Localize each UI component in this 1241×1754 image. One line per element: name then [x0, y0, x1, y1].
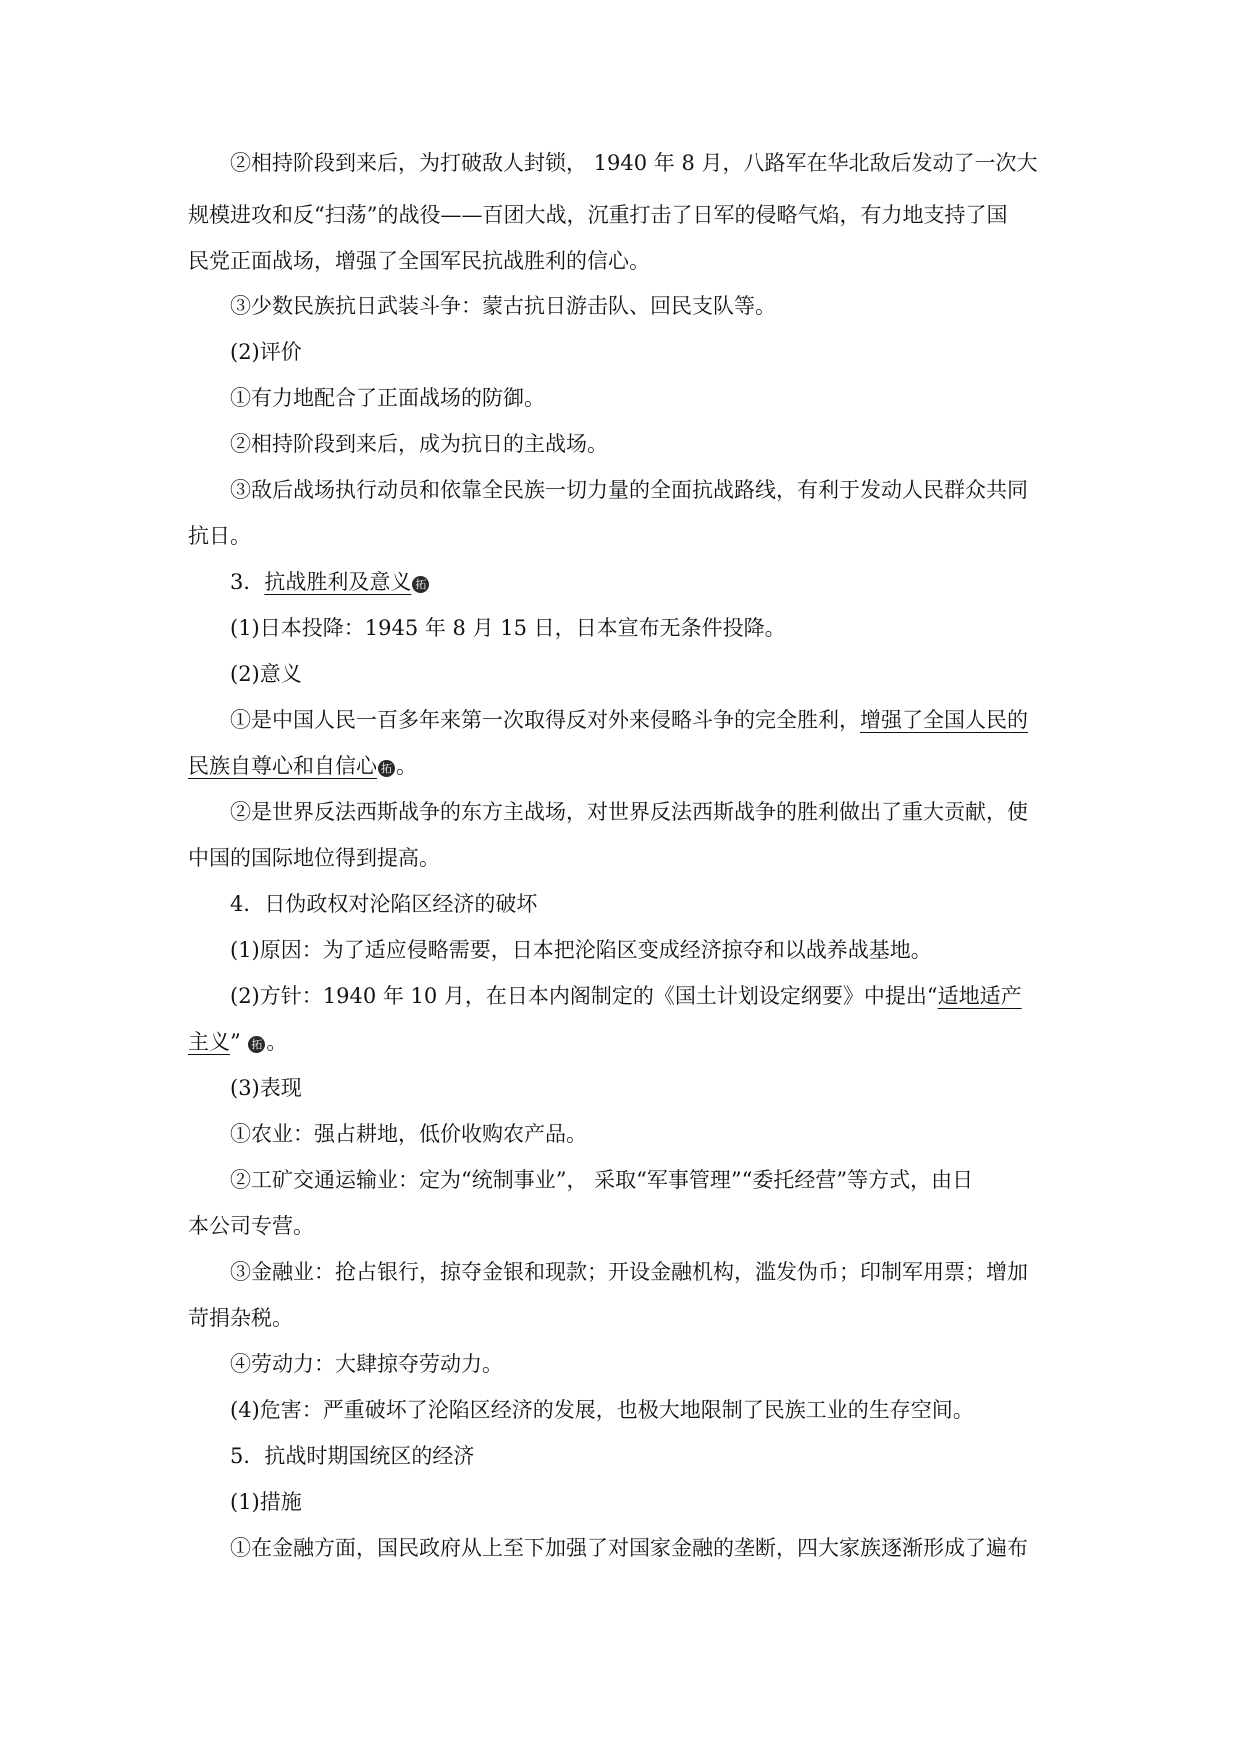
section-heading: 5．抗战时期国统区的经济 [230, 1444, 475, 1468]
paragraph-line [230, 705, 1028, 735]
paragraph-line: ②相持阶段到来后，为打破敌人封锁， 1940 年 8 月，八路军在华北敌后发动了一次大 [230, 151, 1038, 175]
paragraph-line: ③少数民族抗日武装斗争：蒙古抗日游击队、回民支队等。 [230, 294, 776, 318]
paragraph-line: (1)原因：为了适应侵略需要，日本把沦陷区变成经济掠夺和以战养战基地。 [230, 938, 932, 962]
subsection-heading: (2)评价 [230, 340, 302, 364]
paragraph-line: 抗日。 [188, 524, 251, 548]
underlined-term: 民族自尊心和自信心 [188, 754, 377, 778]
text-run: ” [230, 1030, 248, 1054]
section-heading [230, 567, 430, 597]
subsection-heading: (3)表现 [230, 1076, 302, 1100]
paragraph-line: 本公司专营。 [188, 1214, 314, 1238]
paragraph-line: 中国的国际地位得到提高。 [188, 846, 440, 870]
underlined-term: 适地适产 [937, 984, 1022, 1008]
section-heading: 4．日伪政权对沦陷区经济的破坏 [230, 892, 538, 916]
text-run: (2)方针：1940 年 10 月，在日本内阁制定的《国土计划设定纲要》中提出“ [230, 984, 938, 1008]
paragraph-line: 规模进攻和反“扫荡”的战役——百团大战，沉重打击了日军的侵略气焰，有力地支持了国 [188, 203, 1008, 227]
underlined-term: 主义 [188, 1030, 230, 1054]
paragraph-line: 苛捐杂税。 [188, 1306, 293, 1330]
paragraph-line: ④劳动力：大肆掠夺劳动力。 [230, 1352, 503, 1376]
paragraph-line: (1)日本投降：1945 年 8 月 15 日，日本宣布无条件投降。 [230, 616, 786, 640]
paragraph-line [188, 751, 417, 781]
tuo-badge-icon: 拓 [248, 1036, 265, 1053]
paragraph-line: ②工矿交通运输业：定为“统制事业”， 采取“军事管理”“委托经营”等方式，由日 [230, 1168, 974, 1192]
section-number: 3． [230, 570, 265, 594]
paragraph-line: ①在金融方面，国民政府从上至下加强了对国家金融的垄断，四大家族逐渐形成了遍布 [230, 1536, 1028, 1560]
paragraph-line [188, 1027, 287, 1057]
tuo-badge-icon: 拓 [378, 760, 395, 777]
text-run: 。 [396, 754, 417, 778]
paragraph-line: ②是世界反法西斯战争的东方主战场，对世界反法西斯战争的胜利做出了重大贡献，使 [230, 800, 1028, 824]
paragraph-line: (4)危害：严重破坏了沦陷区经济的发展，也极大地限制了民族工业的生存空间。 [230, 1398, 974, 1422]
text-run: 。 [266, 1030, 288, 1054]
paragraph-line [230, 981, 1022, 1011]
paragraph-line: ③敌后战场执行动员和依靠全民族一切力量的全面抗战路线，有利于发动人民群众共同 [230, 478, 1028, 502]
underlined-term: 抗战胜利及意义 [264, 570, 412, 594]
paragraph-line: ②相持阶段到来后，成为抗日的主战场。 [230, 432, 608, 456]
paragraph-line: ①有力地配合了正面战场的防御。 [230, 386, 545, 410]
subsection-heading: (2)意义 [230, 662, 302, 686]
text-run: ①是中国人民一百多年来第一次取得反对外来侵略斗争的完全胜利， [230, 708, 860, 732]
tuo-badge-icon: 拓 [412, 576, 429, 593]
paragraph-line: ③金融业：抢占银行，掠夺金银和现款；开设金融机构，滥发伪币；印制军用票；增加 [230, 1260, 1028, 1284]
underlined-term: 增强了全国人民的 [860, 708, 1028, 732]
subsection-heading: (1)措施 [230, 1490, 302, 1514]
paragraph-line: 民党正面战场，增强了全国军民抗战胜利的信心。 [188, 249, 650, 273]
paragraph-line: ①农业：强占耕地，低价收购农产品。 [230, 1122, 587, 1146]
